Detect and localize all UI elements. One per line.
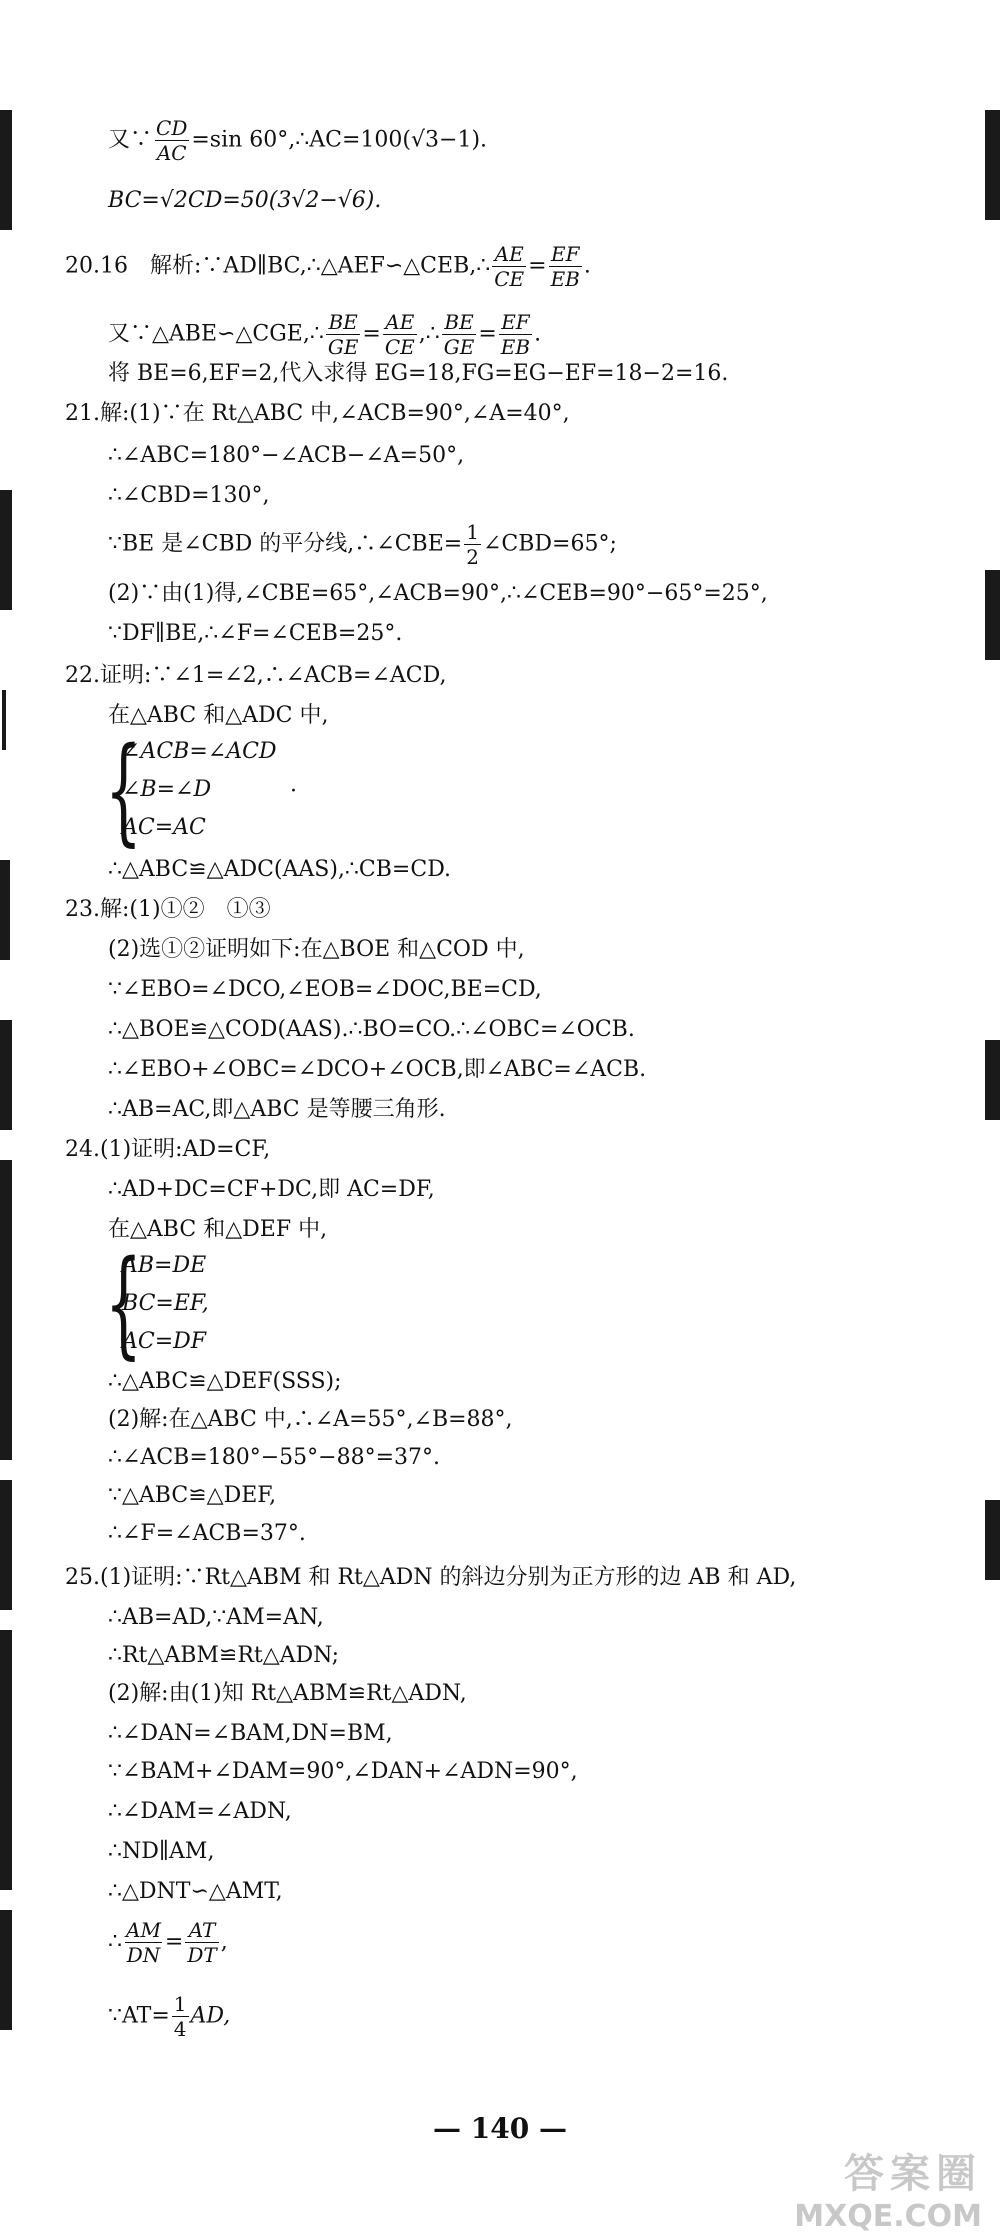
- fraction-ef-eb-2: $\frac{EF}{EB}$: [500, 310, 531, 359]
- scan-edge-left-8: [0, 1630, 12, 1890]
- fraction-one-half: $\frac{1}{2}$: [466, 520, 479, 569]
- watermark-url: MXQE.COM: [794, 2199, 982, 2234]
- scan-edge-left-2: [0, 490, 12, 610]
- fraction-am-dn: $\frac{AM}{DN}$: [126, 1918, 161, 1967]
- line-21-6: ∵DF∥BE,∴∠F=∠CEB=25°.: [108, 621, 403, 646]
- line-25-8: ∴ND∥AM,: [108, 1839, 215, 1864]
- line-24-8: ∴∠F=∠ACB=37°.: [108, 1521, 306, 1546]
- fraction-be-ge-2: $\frac{BE}{GE}$: [443, 310, 475, 359]
- line-22-cond-3: AC=AC: [122, 815, 206, 840]
- line-25-3: ∴Rt△ABM≌Rt△ADN;: [108, 1643, 340, 1668]
- line-24-7: ∵△ABC≌△DEF,: [108, 1483, 277, 1508]
- line-24-cond-1: AB=DE: [122, 1253, 207, 1278]
- scan-edge-right-1: [985, 110, 1000, 220]
- line-22-1: 22.证明:∵∠1=∠2,∴∠ACB=∠ACD,: [65, 663, 447, 688]
- scan-edge-left-3: [2, 690, 6, 750]
- scan-edge-left-5: [0, 1020, 12, 1130]
- line-24-2: ∴AD+DC=CF+DC,即 AC=DF,: [108, 1177, 435, 1202]
- fraction-ae-ce: $\frac{AE}{CE}$: [494, 242, 525, 291]
- line-22-2: 在△ABC 和△ADC 中,: [108, 703, 329, 728]
- page-number: — 140 —: [433, 2112, 567, 2145]
- line-22-3: ∴△ABC≌△ADC(AAS),∴CB=CD.: [108, 857, 452, 882]
- fraction-ef-eb: $\frac{EF}{EB}$: [550, 242, 580, 291]
- line-bc-eq: BC=√2CD=50(3√2−√6).: [108, 188, 382, 213]
- line-25-7: ∴∠DAM=∠ADN,: [108, 1799, 292, 1824]
- line-25-4: (2)解:由(1)知 Rt△ABM≌Rt△ADN,: [108, 1681, 467, 1706]
- brace-22: {: [105, 723, 142, 858]
- watermark: [794, 2142, 982, 2234]
- scan-edge-left-4: [0, 860, 10, 960]
- scan-edge-right-3: [985, 1040, 1000, 1120]
- watermark-logo: 答案圈: [844, 2151, 982, 2197]
- fraction-at-dt: $\frac{AT}{DT}$: [187, 1918, 217, 1967]
- fraction-cd-ac: $\frac{CD}{AC}$: [156, 116, 188, 165]
- scan-edge-right-4: [985, 1500, 1000, 1580]
- line-22-cond-1: ∠ACB=∠ACD: [122, 739, 277, 764]
- line-23-6: ∴AB=AC,即△ABC 是等腰三角形.: [108, 1097, 446, 1122]
- scan-edge-left-1: [0, 110, 12, 230]
- fraction-one-quarter: $\frac{1}{4}$: [173, 1992, 187, 2041]
- line-24-1: 24.(1)证明:AD=CF,: [65, 1137, 271, 1162]
- line-21-4: ∵BE 是∠CBD 的平分线,∴∠CBE= $\frac{1}{2}$ ∠CBD=65°;: [108, 520, 617, 569]
- line-25-10: ∴ $\frac{AM}{DN}$ = $\frac{AT}{DT}$ ,: [108, 1918, 228, 1967]
- line-23-5: ∴∠EBO+∠OBC=∠DCO+∠OCB,即∠ABC=∠ACB.: [108, 1057, 647, 1082]
- line-22-cond-2: ∠B=∠D: [122, 777, 212, 802]
- fraction-be-ge: $\frac{BE}{GE}$: [327, 310, 359, 359]
- fraction-ae-ce-2: $\frac{AE}{CE}$: [384, 310, 415, 359]
- line-24-3: 在△ABC 和△DEF 中,: [108, 1217, 328, 1242]
- line-24-6: ∴∠ACB=180°−55°−88°=37°.: [108, 1445, 441, 1470]
- line-25-9: ∴△DNT∽△AMT,: [108, 1879, 283, 1904]
- scan-edge-right-2: [985, 570, 1000, 660]
- brace-24: {: [105, 1236, 142, 1371]
- line-20-analysis: 20.16 解析:∵AD∥BC,∴△AEF∽△CEB,∴ $\frac{AE}{CE}$ = $\frac{EF}{EB}$ .: [65, 242, 591, 291]
- scan-edge-left-7: [0, 1480, 12, 1610]
- line-24-4: ∴△ABC≌△DEF(SSS);: [108, 1369, 342, 1394]
- stray-dot: ·: [290, 779, 297, 804]
- line-25-6: ∵∠BAM+∠DAM=90°,∠DAN+∠ADN=90°,: [108, 1759, 578, 1784]
- line-21-2: ∴∠ABC=180°−∠ACB−∠A=50°,: [108, 443, 465, 468]
- line-19-cd-ac: 又∵ $\frac{CD}{AC}$ =sin 60°,∴AC=100(√3−1).: [108, 116, 488, 165]
- line-25-2: ∴AB=AD,∵AM=AN,: [108, 1605, 324, 1630]
- line-21-1: 21.解:(1)∵在 Rt△ABC 中,∠ACB=90°,∠A=40°,: [65, 401, 570, 426]
- line-24-5: (2)解:在△ABC 中,∴∠A=55°,∠B=88°,: [108, 1407, 513, 1432]
- line-24-cond-2: BC=EF,: [122, 1291, 209, 1316]
- line-23-4: ∴△BOE≌△COD(AAS).∴BO=CO.∴∠OBC=∠OCB.: [108, 1017, 635, 1042]
- line-21-3: ∴∠CBD=130°,: [108, 483, 270, 508]
- line-25-5: ∴∠DAN=∠BAM,DN=BM,: [108, 1721, 393, 1746]
- line-21-5: (2)∵由(1)得,∠CBE=65°,∠ACB=90°,∴∠CEB=90°−65°=25°,: [108, 581, 768, 606]
- line-23-2: (2)选①②证明如下:在△BOE 和△COD 中,: [108, 937, 525, 962]
- line-20-result: 将 BE=6,EF=2,代入求得 EG=18,FG=EG−EF=18−2=16.: [108, 361, 729, 386]
- line-25-11: ∵AT= $\frac{1}{4}$ AD,: [108, 1992, 231, 2041]
- scan-edge-left-9: [0, 1910, 12, 2030]
- line-25-1: 25.(1)证明:∵Rt△ABM 和 Rt△ADN 的斜边分别为正方形的边 AB 和 AD,: [65, 1565, 797, 1590]
- scan-edge-left-6: [0, 1160, 12, 1460]
- line-20-similar: 又∵△ABE∽△CGE,∴ $\frac{BE}{GE}$ = $\frac{AE}{CE}$ ,∴ $\frac{BE}{GE}$ = $\frac{EF}{EB}$ .: [108, 310, 542, 359]
- line-23-3: ∵∠EBO=∠DCO,∠EOB=∠DOC,BE=CD,: [108, 977, 542, 1002]
- line-24-cond-3: AC=DF: [122, 1329, 207, 1354]
- line-23-1: 23.解:(1)①② ①③: [65, 897, 271, 922]
